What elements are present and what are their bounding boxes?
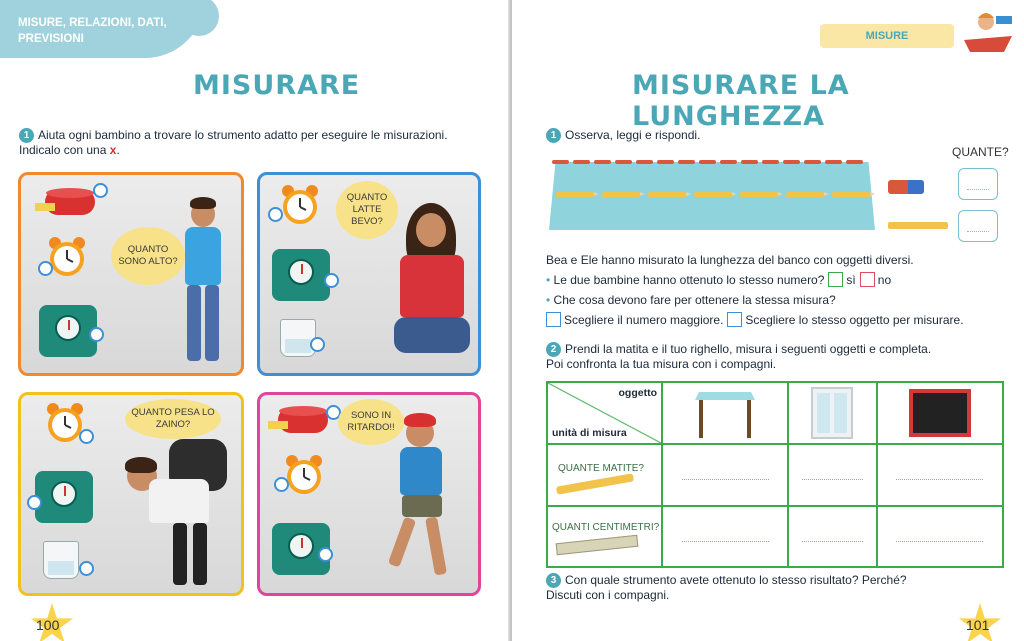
pencil-mark: [648, 192, 686, 197]
instruction-text: Aiuta ogni bambino a trovare lo strumento adatto per eseguire le misurazioni.: [38, 128, 448, 142]
ex2-line1: Prendi la matita e il tuo righello, misura i seguenti oggetti e completa.: [565, 342, 932, 356]
eraser-mark: [573, 160, 590, 164]
speech-bubble: QUANTO SONO ALTO?: [111, 227, 185, 285]
girl-figure: [388, 203, 476, 373]
ex1-question1: • Le due bambine hanno ottenuto lo stesso numero? sì no: [546, 273, 892, 287]
eraser-mark: [594, 160, 611, 164]
blackboard-icon: [908, 388, 972, 438]
object-desk-cell: [662, 382, 788, 444]
row2-label: QUANTI CENTIMETRI?: [552, 522, 660, 533]
exercise-number: 1: [19, 128, 34, 143]
no-checkbox[interactable]: [860, 272, 875, 287]
object-window-cell: [788, 382, 876, 444]
ex1-options: [542, 312, 964, 328]
eraser-count-box[interactable]: [958, 168, 998, 200]
ex1-statement: Bea e Ele hanno misurato la lunghezza del banco con oggetti diversi.: [546, 253, 914, 267]
pencil-icon: [888, 222, 948, 229]
speech-bubble: SONO IN RITARDO!!: [338, 399, 404, 445]
header-object: oggetto: [618, 387, 657, 399]
eraser-mark: [720, 160, 737, 164]
boy-figure: [173, 189, 233, 375]
option1-checkbox[interactable]: [546, 312, 561, 327]
panel-backpack: [18, 392, 244, 596]
section-badge: MISURE: [820, 24, 954, 48]
answer-circle[interactable]: [274, 477, 289, 492]
exercise-number: 1: [546, 128, 561, 143]
speech-bubble: QUANTO PESA LO ZAINO?: [125, 399, 221, 439]
eraser-mark: [741, 160, 758, 164]
ex1-question2: • Che cosa devono fare per ottenere la stessa misura?: [546, 293, 836, 307]
pencil-icon: [556, 473, 634, 494]
boat-kid-illustration-icon: [960, 6, 1016, 56]
boy-backpack-figure: [117, 439, 235, 591]
page-number: 100: [36, 617, 60, 633]
alarm-clock-icon: [280, 183, 320, 229]
eraser-mark: [615, 160, 632, 164]
answer-circle[interactable]: [89, 327, 104, 342]
ex1-text: Osserva, leggi e rispondi.: [565, 128, 701, 142]
scale-icon: [272, 249, 330, 301]
answer-circle[interactable]: [38, 261, 53, 276]
answer-circle[interactable]: [93, 183, 108, 198]
ex3-line2: Discuti con i compagni.: [546, 588, 670, 602]
pencil-mark: [832, 192, 870, 197]
option2-checkbox[interactable]: [727, 312, 742, 327]
option2-label: Scegliere lo stesso oggetto per misurare.: [745, 313, 964, 327]
exercise-number: 2: [546, 342, 561, 357]
measuring-jug-icon: [43, 541, 79, 579]
pencil-mark: [740, 192, 778, 197]
eraser-mark: [825, 160, 842, 164]
page-number: 101: [966, 617, 990, 633]
alarm-clock-icon: [284, 453, 324, 499]
desk-icon: [693, 386, 757, 440]
answer-cell[interactable]: [877, 444, 1003, 506]
running-boy-figure: [376, 405, 476, 591]
ex3-line1: Con quale strumento avete ottenuto lo stesso risultato? Perché?: [565, 573, 907, 587]
eraser-mark: [762, 160, 779, 164]
pencil-mark: [694, 192, 732, 197]
yes-checkbox[interactable]: [828, 272, 843, 287]
panel-height: [18, 172, 244, 376]
instruction-text-line2: Indicalo con una: [19, 143, 107, 157]
ex3-instruction: [546, 573, 907, 603]
answer-circle[interactable]: [318, 547, 333, 562]
answer-cell[interactable]: [788, 444, 876, 506]
right-page: [512, 0, 1024, 641]
measuring-jug-icon: [280, 319, 316, 357]
eraser-mark: [678, 160, 695, 164]
eraser-mark: [783, 160, 800, 164]
row2-label-cell: [547, 506, 662, 567]
pencil-count-box[interactable]: [958, 210, 998, 242]
measurement-table: [546, 381, 1004, 568]
answer-circle[interactable]: [268, 207, 283, 222]
no-label: no: [877, 273, 892, 287]
eraser-mark: [657, 160, 674, 164]
ex1-instruction: [546, 128, 700, 143]
eraser-icon: [888, 180, 924, 194]
exercise-instruction: 1 Aiuta ogni bambino a trovare lo strumento adatto per eseguire le misurazioni. Indicalo con una x.: [19, 128, 448, 157]
object-blackboard-cell: [877, 382, 1003, 444]
eraser-mark: [552, 160, 569, 164]
header-unit: unità di misura: [552, 427, 627, 439]
tape-measure-icon: [268, 401, 336, 437]
quante-label: QUANTE?: [952, 145, 1009, 159]
answer-cell[interactable]: [788, 506, 876, 567]
ex2-line2: Poi confronta la tua misura con i compagni.: [546, 357, 777, 371]
alarm-clock-icon: [47, 235, 87, 281]
answer-cell[interactable]: [662, 444, 788, 506]
ex2-instruction: [546, 342, 931, 372]
scale-icon: [35, 471, 93, 523]
option1-label: Scegliere il numero maggiore.: [564, 313, 724, 327]
page-title: MISURARE: [193, 70, 361, 101]
row1-label: QUANTE MATITE?: [558, 462, 644, 474]
answer-cell[interactable]: [662, 506, 788, 567]
eraser-mark: [846, 160, 863, 164]
answer-circle[interactable]: [79, 429, 94, 444]
scale-icon: [39, 305, 97, 357]
panel-late: [257, 392, 481, 596]
mark-symbol: x: [109, 143, 117, 157]
window-icon: [810, 386, 854, 440]
answer-circle[interactable]: [27, 495, 42, 510]
panel-milk: [257, 172, 481, 376]
exercise-number: 3: [546, 573, 561, 588]
pencil-mark: [602, 192, 640, 197]
answer-circle[interactable]: [79, 561, 94, 576]
answer-circle[interactable]: [310, 337, 325, 352]
speech-bubble: QUANTO LATTE BEVO?: [336, 181, 398, 239]
eraser-mark: [804, 160, 821, 164]
pencil-mark: [556, 192, 594, 197]
question1-text: Le due bambine hanno ottenuto lo stesso numero?: [553, 273, 825, 287]
yes-label: sì: [846, 273, 856, 287]
eraser-mark: [636, 160, 653, 164]
page-title: MISURARE LA LUNGHEZZA: [632, 70, 850, 132]
pencil-mark: [786, 192, 824, 197]
answer-cell[interactable]: [877, 506, 1003, 567]
section-label: MISURE, RELAZIONI, DATI, PREVISIONI: [18, 17, 167, 45]
header-diagonal-cell: [547, 382, 662, 444]
row1-label-cell: [547, 444, 662, 506]
answer-circle[interactable]: [324, 273, 339, 288]
ruler-icon: [556, 535, 639, 556]
question2-text: Che cosa devono fare per ottenere la stessa misura?: [553, 293, 836, 307]
eraser-mark: [699, 160, 716, 164]
left-page: [0, 0, 510, 641]
